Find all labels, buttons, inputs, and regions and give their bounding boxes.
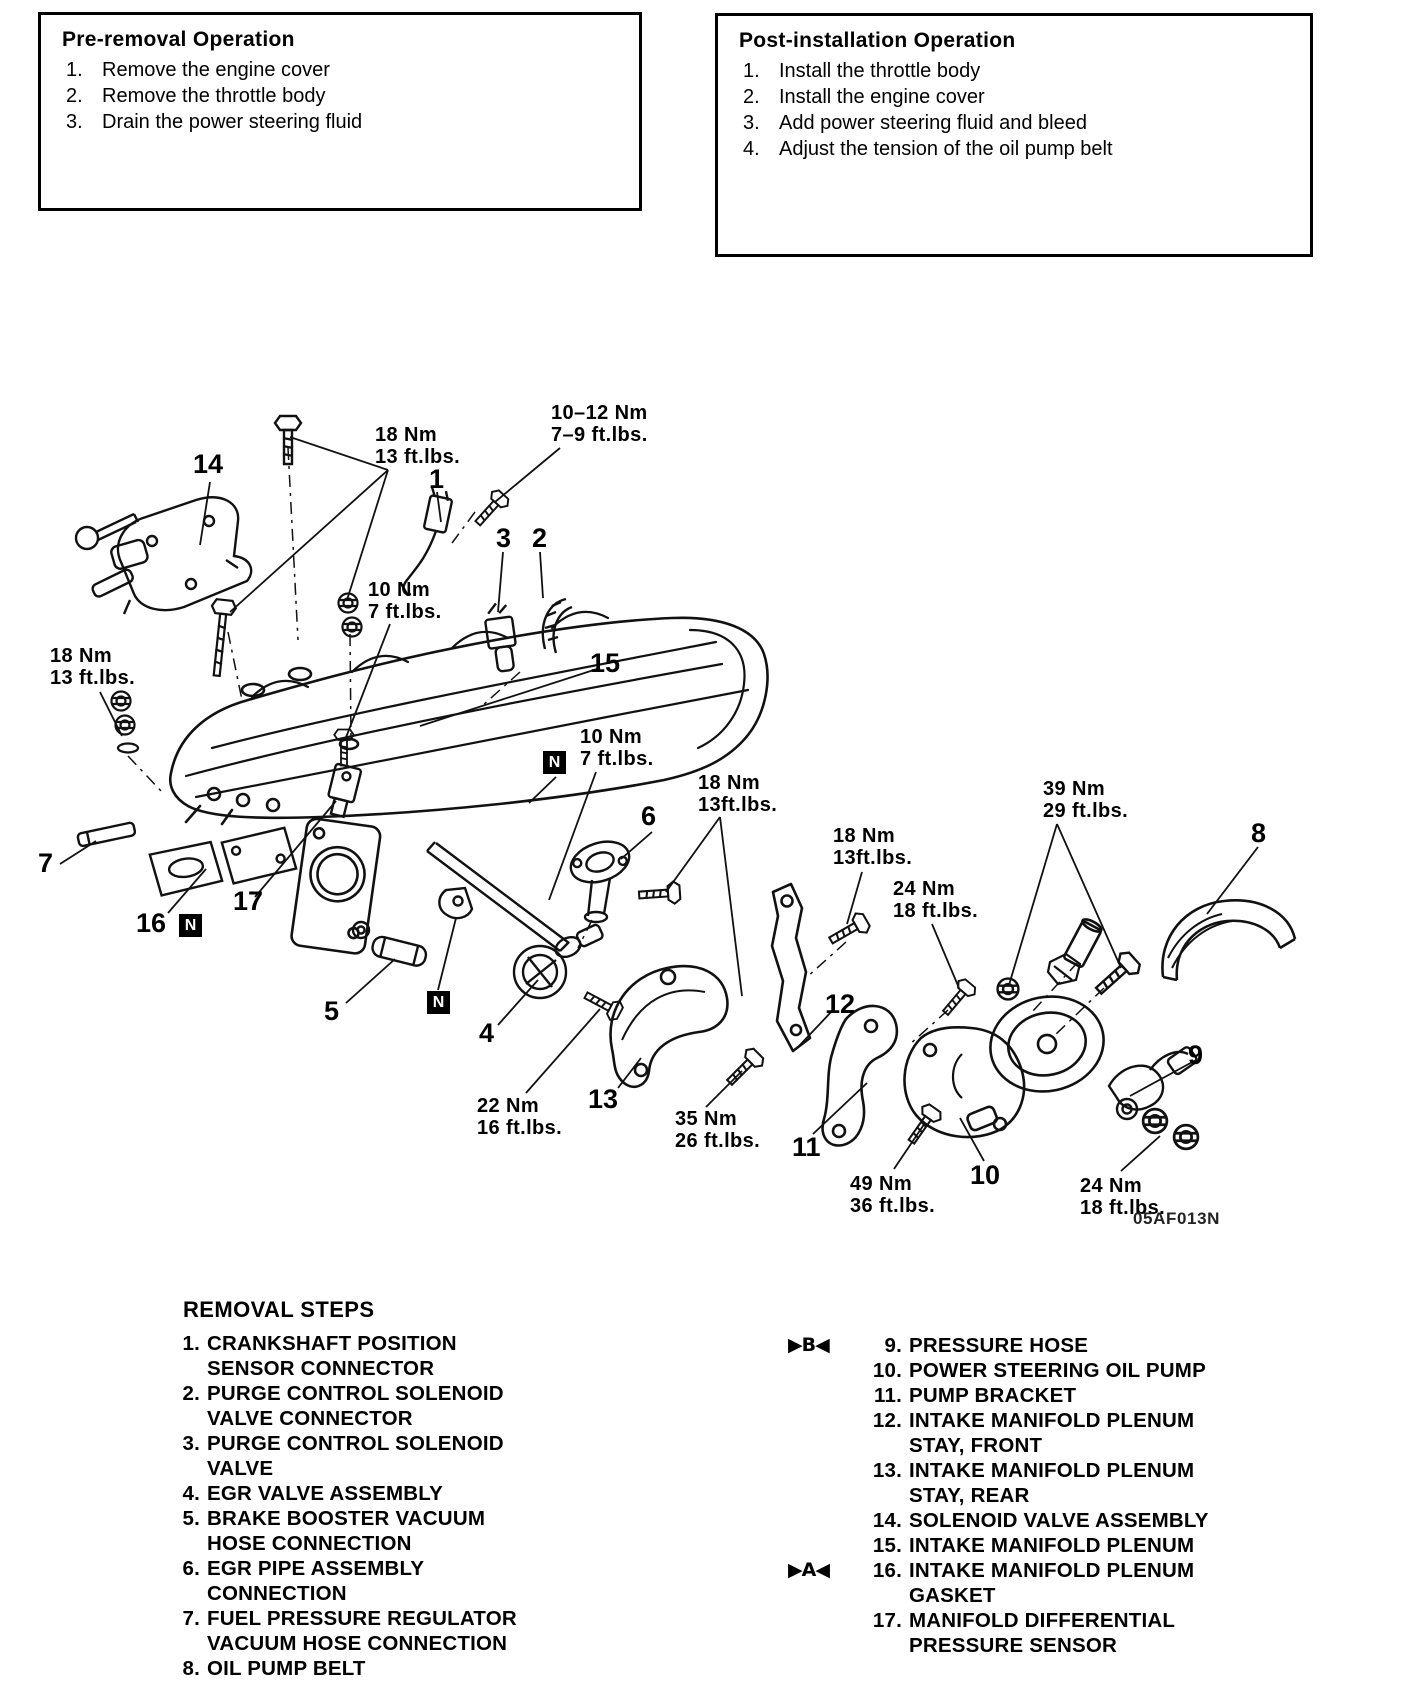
torque-nm: 18 Nm [833,825,896,847]
n-marker: N [543,751,566,774]
step-number: 6. [182,1557,200,1580]
removal-step [170,1656,529,1681]
part-number-3: 3 [496,523,512,553]
step-number: 5. [182,1507,200,1530]
sequence-marker [788,1358,860,1383]
sequence-marker [788,1408,860,1458]
torque-label [850,1174,935,1217]
step-number: 15. [872,1534,902,1557]
plenum-stay-front [772,884,810,1051]
torque-ftlbs: 7 ft.lbs. [580,747,654,770]
step-text: INTAKE MANIFOLD PLENUM STAY, REAR [909,1459,1195,1507]
removal-step [788,1358,1221,1383]
power-steering-oil-pump [905,917,1113,1137]
torque-ftlbs: 7 ft.lbs. [368,600,442,623]
part-number-11: 11 [792,1132,821,1162]
n-marker: N [179,914,202,937]
step-text: PUMP BRACKET [909,1384,1077,1407]
step-number: 7. [182,1607,200,1630]
step-number: 9. [884,1334,902,1357]
oil-pump-belt-hose [1162,900,1295,980]
step-number: 13. [872,1459,902,1482]
part-number-12: 12 [825,989,856,1019]
sequence-marker [788,1383,860,1408]
step-number: 1. [182,1332,200,1355]
part-number-10: 10 [970,1160,1001,1190]
step-number: 17. [872,1609,902,1632]
step-number: 4. [182,1482,200,1505]
sequence-marker-a: ▶A◀ [788,1559,829,1581]
item-number: 3. [66,111,83,133]
intake-manifold-plenum [170,612,767,824]
part-number-1: 1 [429,464,445,494]
step-number: 12. [872,1409,902,1432]
part-number-15: 15 [590,648,621,678]
sequence-marker-b: ▶B◀ [788,1334,829,1356]
torque-ftlbs: 13 ft.lbs. [50,666,136,689]
part-number-14: 14 [193,449,224,479]
torque-ftlbs: 18 ft.lbs. [1080,1196,1166,1219]
item-number: 3. [743,112,760,134]
item-text: Remove the throttle body [102,85,326,107]
removal-step [788,1608,1221,1658]
removal-step [170,1506,529,1556]
torque-label [375,425,460,468]
part-number-2: 2 [532,523,548,553]
item-text: Adjust the tension of the oil pump belt [779,138,1113,160]
item-number: 4. [743,138,760,160]
item-text: Remove the engine cover [102,59,330,81]
torque-label [551,403,648,446]
step-number: 16. [872,1559,902,1582]
sequence-marker [788,1608,860,1658]
step-number: 10. [872,1359,902,1382]
step-text: FUEL PRESSURE REGULATOR VACUUM HOSE CONNECTION [207,1607,517,1655]
removal-step [170,1606,529,1656]
part-number-5: 5 [324,996,340,1026]
n-marker: N [427,991,450,1014]
removal-step [170,1556,529,1606]
removal-step [788,1533,1221,1558]
step-number: 8. [182,1657,200,1680]
part-number-16: 16 [136,908,167,938]
pump-bracket [823,1006,897,1146]
fuel-pressure-regulator-hose [77,822,135,847]
post-installation-title: Post-installation Operation [739,29,1016,52]
removal-step [170,1481,529,1506]
step-text: INTAKE MANIFOLD PLENUM GASKET [909,1559,1195,1607]
step-number: 11. [874,1384,902,1407]
step-number: 14. [872,1509,902,1532]
item-text: Drain the power steering fluid [102,111,363,133]
item-number: 1. [743,60,760,82]
pre-removal-title: Pre-removal Operation [62,28,295,51]
torque-ftlbs: 13ft.lbs. [698,793,778,816]
item-text: Add power steering fluid and bleed [779,112,1087,134]
step-text: PRESSURE HOSE [909,1334,1089,1357]
torque-nm: 24 Nm [893,878,956,900]
torque-ftlbs: 36 ft.lbs. [850,1194,936,1217]
torque-ftlbs: 18 ft.lbs. [893,899,979,922]
torque-ftlbs: 7–9 ft.lbs. [551,423,648,446]
removal-step [788,1458,1221,1508]
torque-nm: 18 Nm [698,772,761,794]
torque-nm: 18 Nm [375,424,438,446]
removal-steps-heading: REMOVAL STEPS [183,1297,375,1322]
step-text: EGR VALVE ASSEMBLY [207,1482,443,1505]
part-number-17: 17 [233,886,264,916]
part-number-8: 8 [1251,818,1267,848]
step-text: CRANKSHAFT POSITION SENSOR CONNECTOR [207,1332,457,1380]
removal-steps-right-column [788,1333,1221,1658]
step-text: PURGE CONTROL SOLENOID VALVE CONNECTOR [207,1382,504,1430]
torque-nm: 10 Nm [580,726,643,748]
step-text: MANIFOLD DIFFERENTIAL PRESSURE SENSOR [909,1609,1175,1657]
step-text: OIL PUMP BELT [207,1657,366,1680]
torque-label [50,646,135,689]
torque-nm: 10–12 Nm [551,402,648,424]
step-number: 2. [182,1382,200,1405]
figure-code: 05AF013N [1133,1209,1221,1228]
part-number-7: 7 [38,848,54,878]
item-number: 2. [66,85,83,107]
removal-steps-left-column [170,1331,529,1681]
torque-label [893,879,978,922]
torque-nm: 39 Nm [1043,778,1106,800]
part-number-9: 9 [1188,1040,1204,1070]
step-number: 3. [182,1432,200,1455]
removal-step [788,1408,1221,1458]
torque-label [675,1109,760,1152]
torque-label [477,1096,562,1139]
torque-ftlbs: 26 ft.lbs. [675,1129,761,1152]
removal-step [788,1508,1221,1533]
removal-step [788,1333,1221,1358]
item-text: Install the throttle body [779,60,981,82]
step-text: SOLENOID VALVE ASSEMBLY [909,1509,1209,1532]
removal-step [170,1431,529,1481]
step-text: BRAKE BOOSTER VACUUM HOSE CONNECTION [207,1507,486,1555]
removal-step [170,1331,529,1381]
torque-label [580,727,654,770]
purge-control-solenoid-valve [483,602,519,673]
removal-step [788,1558,1221,1608]
step-text: POWER STEERING OIL PUMP [909,1359,1206,1382]
egr-pipe-assembly [566,835,635,922]
item-number: 1. [66,59,83,81]
step-text: INTAKE MANIFOLD PLENUM [909,1534,1195,1557]
misc-hardware-top-left [76,514,138,598]
torque-ftlbs: 16 ft.lbs. [477,1116,563,1139]
torque-label [368,580,442,623]
torque-ftlbs: 13 ft.lbs. [375,445,461,468]
sequence-marker [788,1508,860,1533]
torque-nm: 22 Nm [477,1095,540,1117]
sequence-marker [788,1533,860,1558]
step-text: PURGE CONTROL SOLENOID VALVE [207,1432,504,1480]
item-number: 2. [743,86,760,108]
removal-step [170,1381,529,1431]
part-number-4: 4 [479,1018,495,1048]
step-text: INTAKE MANIFOLD PLENUM STAY, FRONT [909,1409,1195,1457]
torque-label [698,773,777,816]
part-number-13: 13 [588,1084,619,1114]
item-text: Install the engine cover [779,86,985,108]
torque-label [833,826,912,869]
removal-step [788,1383,1221,1408]
torque-ftlbs: 13ft.lbs. [833,846,913,869]
torque-nm: 10 Nm [368,579,431,601]
plenum-stay-rear [611,966,728,1087]
sequence-marker [788,1458,860,1508]
purge-hose [543,599,572,653]
torque-nm: 18 Nm [50,645,113,667]
fuel-rail-and-clamp [427,842,569,951]
torque-nm: 24 Nm [1080,1175,1143,1197]
plenum-gaskets [149,827,297,896]
torque-label [1043,779,1128,822]
torque-nm: 49 Nm [850,1173,913,1195]
torque-ftlbs: 29 ft.lbs. [1043,799,1129,822]
step-text: EGR PIPE ASSEMBLY CONNECTION [207,1557,424,1605]
part-number-6: 6 [641,801,657,831]
torque-nm: 35 Nm [675,1108,738,1130]
